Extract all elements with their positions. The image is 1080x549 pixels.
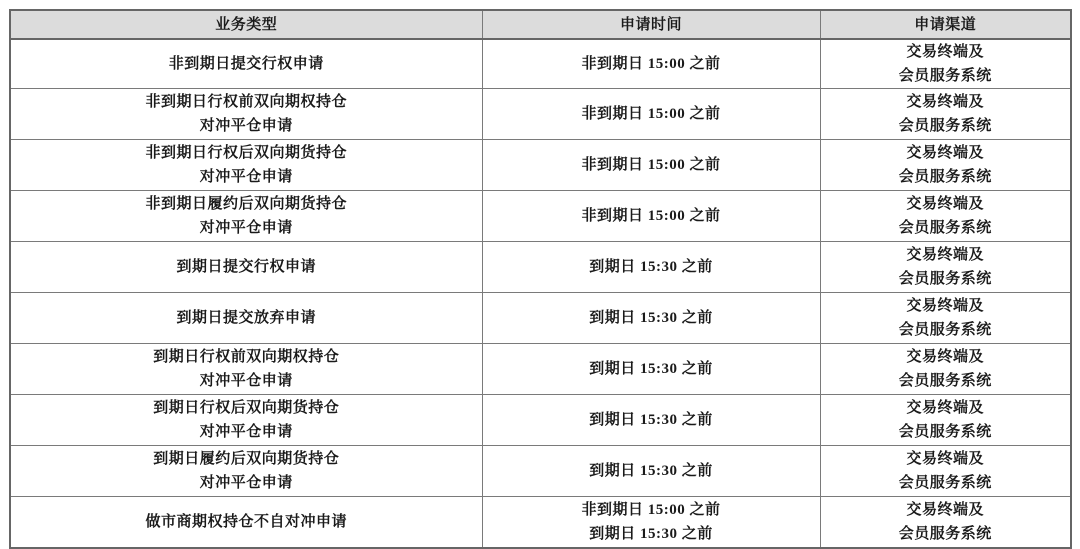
header-apply-channel: 申请渠道 [820, 10, 1071, 39]
cell-line: 会员服务系统 [898, 475, 992, 491]
cell-line: 对冲平仓申请 [199, 169, 293, 185]
cell-line: 到期日 15:30 之前 [589, 259, 713, 275]
business-type-cell [10, 446, 482, 497]
apply-time-cell [482, 89, 820, 140]
apply-time-cell [482, 242, 820, 293]
cell-line: 非到期日 15:00 之前 [581, 208, 721, 224]
cell-line: 交易终端及 [906, 451, 984, 467]
cell-line: 非到期日提交行权申请 [168, 56, 324, 72]
cell-line: 到期日 15:30 之前 [589, 361, 713, 377]
table-row [10, 293, 1071, 344]
cell-line: 到期日 15:30 之前 [589, 463, 713, 479]
apply-channel-cell [820, 293, 1071, 344]
apply-time-cell [482, 140, 820, 191]
header-apply-time: 申请时间 [482, 10, 820, 39]
cell-line: 交易终端及 [906, 145, 984, 161]
table-row [10, 497, 1071, 549]
cell-line: 会员服务系统 [898, 169, 992, 185]
business-type-cell [10, 242, 482, 293]
apply-channel-cell [820, 242, 1071, 293]
table-row [10, 242, 1071, 293]
header-business-type: 业务类型 [10, 10, 482, 39]
table-row [10, 446, 1071, 497]
cell-line: 交易终端及 [906, 94, 984, 110]
cell-line: 非到期日行权后双向期货持仓 [145, 145, 347, 161]
cell-line: 交易终端及 [906, 502, 984, 518]
header-row [10, 10, 1071, 39]
cell-line: 交易终端及 [906, 196, 984, 212]
apply-time-cell [482, 344, 820, 395]
business-type-cell [10, 293, 482, 344]
cell-line: 会员服务系统 [898, 118, 992, 134]
business-type-cell [10, 39, 482, 89]
cell-line: 非到期日 15:00 之前 [581, 502, 721, 518]
cell-line: 非到期日 15:00 之前 [581, 56, 721, 72]
business-application-table-container [9, 9, 1070, 549]
cell-line: 非到期日 15:00 之前 [581, 157, 721, 173]
cell-line: 交易终端及 [906, 400, 984, 416]
apply-channel-cell [820, 89, 1071, 140]
cell-line: 交易终端及 [906, 247, 984, 263]
business-type-cell [10, 191, 482, 242]
cell-line: 对冲平仓申请 [199, 424, 293, 440]
cell-line: 对冲平仓申请 [199, 118, 293, 134]
apply-time-cell [482, 293, 820, 344]
apply-time-cell [482, 446, 820, 497]
cell-line: 交易终端及 [906, 349, 984, 365]
cell-line: 会员服务系统 [898, 424, 992, 440]
cell-line: 到期日 15:30 之前 [589, 412, 713, 428]
cell-line: 做市商期权持仓不自对冲申请 [145, 514, 347, 530]
cell-line: 非到期日行权前双向期权持仓 [145, 94, 347, 110]
business-type-cell [10, 344, 482, 395]
cell-line: 非到期日 15:00 之前 [581, 106, 721, 122]
cell-line: 到期日提交放弃申请 [176, 310, 316, 326]
cell-line: 到期日履约后双向期货持仓 [153, 451, 340, 467]
cell-line: 非到期日履约后双向期货持仓 [145, 196, 347, 212]
cell-line: 到期日行权后双向期货持仓 [153, 400, 340, 416]
apply-channel-cell [820, 39, 1071, 89]
apply-channel-cell [820, 446, 1071, 497]
apply-time-cell [482, 39, 820, 89]
apply-time-cell [482, 497, 820, 549]
cell-line: 对冲平仓申请 [199, 220, 293, 236]
apply-channel-cell [820, 140, 1071, 191]
cell-line: 对冲平仓申请 [199, 475, 293, 491]
table-row [10, 344, 1071, 395]
business-type-cell [10, 395, 482, 446]
apply-channel-cell [820, 344, 1071, 395]
cell-line: 交易终端及 [906, 298, 984, 314]
business-type-cell [10, 497, 482, 549]
table-row [10, 140, 1071, 191]
apply-channel-cell [820, 497, 1071, 549]
cell-line: 会员服务系统 [898, 68, 992, 84]
cell-line: 会员服务系统 [898, 220, 992, 236]
cell-line: 到期日行权前双向期权持仓 [153, 349, 340, 365]
cell-line: 会员服务系统 [898, 322, 992, 338]
table-row [10, 191, 1071, 242]
table-row [10, 39, 1071, 89]
apply-channel-cell [820, 191, 1071, 242]
cell-line: 对冲平仓申请 [199, 373, 293, 389]
apply-time-cell [482, 395, 820, 446]
apply-time-cell [482, 191, 820, 242]
business-application-table [9, 9, 1072, 549]
cell-line: 到期日 15:30 之前 [589, 526, 713, 542]
table-row [10, 89, 1071, 140]
table-row [10, 395, 1071, 446]
business-type-cell [10, 140, 482, 191]
apply-channel-cell [820, 395, 1071, 446]
cell-line: 会员服务系统 [898, 271, 992, 287]
business-type-cell [10, 89, 482, 140]
cell-line: 会员服务系统 [898, 526, 992, 542]
cell-line: 到期日 15:30 之前 [589, 310, 713, 326]
cell-line: 会员服务系统 [898, 373, 992, 389]
cell-line: 到期日提交行权申请 [176, 259, 316, 275]
table-body [10, 39, 1071, 548]
cell-line: 交易终端及 [906, 44, 984, 60]
